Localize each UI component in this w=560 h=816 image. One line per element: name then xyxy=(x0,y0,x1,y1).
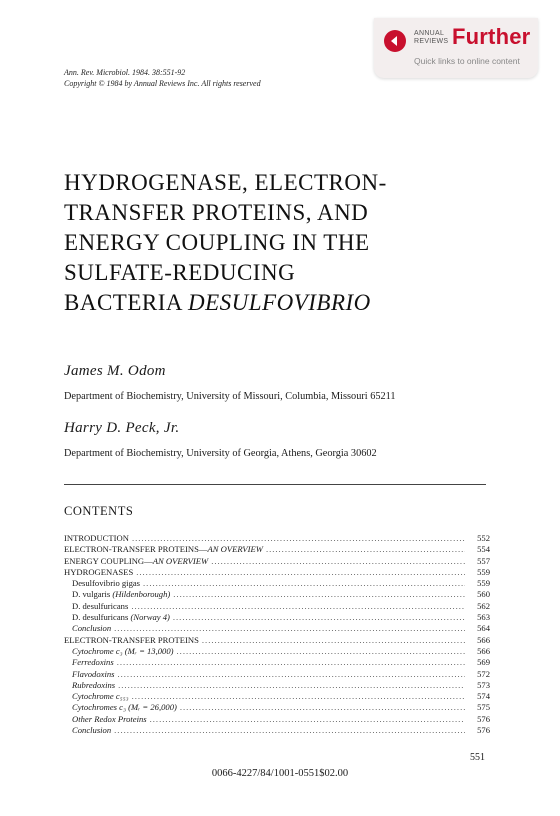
toc-entry-page: 554 xyxy=(477,544,490,555)
toc-entry[interactable] xyxy=(64,702,490,713)
toc-entry-label: Rubredoxins xyxy=(72,679,116,690)
badge-tagline: Quick links to online content xyxy=(414,56,520,66)
toc-entry-label: Conclusion xyxy=(72,623,112,634)
toc-entry-page: 572 xyxy=(477,668,490,679)
toc-entry[interactable] xyxy=(64,669,490,680)
toc-entry[interactable] xyxy=(64,533,490,544)
toc-entry-label: D. desulfuricans (Norway 4) xyxy=(72,612,170,623)
toc-entry-page: 559 xyxy=(477,578,490,589)
divider xyxy=(64,484,486,485)
toc-entry[interactable] xyxy=(64,691,490,702)
toc-leader-dots xyxy=(211,556,465,567)
contents-heading: CONTENTS xyxy=(64,504,134,518)
toc-leader-dots xyxy=(117,657,465,668)
toc-entry[interactable] xyxy=(64,680,490,691)
toc-entry-label: ELECTRON-TRANSFER PROTEINS xyxy=(64,634,199,645)
toc-entry-page: 576 xyxy=(477,725,490,736)
toc-entry-page: 576 xyxy=(477,713,490,724)
toc-entry-page: 566 xyxy=(477,634,490,645)
toc-entry-page: 564 xyxy=(477,623,490,634)
toc-entry-page: 563 xyxy=(477,612,490,623)
toc-leader-dots xyxy=(150,714,465,725)
toc-leader-dots xyxy=(132,691,465,702)
toc-entry[interactable] xyxy=(64,544,490,555)
toc-entry-label: Cytochromes c₃ (Mᵣ = 26,000) xyxy=(72,702,177,713)
toc-entry-page: 559 xyxy=(477,566,490,577)
toc-entry-label: Conclusion xyxy=(72,725,112,736)
toc-entry-page: 566 xyxy=(477,645,490,656)
toc-leader-dots xyxy=(117,669,465,680)
toc-entry[interactable] xyxy=(64,635,490,646)
toc-entry-label: Desulfovibrio gigas xyxy=(72,578,141,589)
toc-leader-dots xyxy=(173,612,465,623)
author-name: James M. Odom xyxy=(64,363,166,379)
further-brand: Further xyxy=(452,24,531,49)
page-number: 551 xyxy=(470,752,485,763)
toc-leader-dots xyxy=(114,725,465,736)
toc-leader-dots xyxy=(180,702,465,713)
toc-entry[interactable] xyxy=(64,623,490,634)
toc-entry-label: HYDROGENASES xyxy=(64,566,134,577)
toc-entry[interactable] xyxy=(64,725,490,736)
toc-entry[interactable] xyxy=(64,646,490,657)
toc-entry[interactable] xyxy=(64,578,490,589)
toc-leader-dots xyxy=(266,544,465,555)
toc-entry-label: Other Redox Proteins xyxy=(72,713,147,724)
toc-leader-dots xyxy=(136,567,465,578)
toc-leader-dots xyxy=(118,680,465,691)
toc-leader-dots xyxy=(173,589,465,600)
play-icon xyxy=(384,30,406,52)
toc-entry-label: Flavodoxins xyxy=(72,668,115,679)
toc-entry[interactable] xyxy=(64,657,490,668)
toc-entry-page: 562 xyxy=(477,600,490,611)
author-name: Harry D. Peck, Jr. xyxy=(64,420,180,436)
toc-leader-dots xyxy=(131,601,465,612)
toc-entry-label: D. vulgaris (Hildenborough) xyxy=(72,589,171,600)
toc-entry-label: Ferredoxins xyxy=(72,657,114,668)
issn-code: 0066-4227/84/1001-0551$02.00 xyxy=(211,768,349,779)
toc-entry[interactable] xyxy=(64,601,490,612)
toc-leader-dots xyxy=(143,578,465,589)
article-title: HYDROGENASE, ELECTRON- TRANSFER PROTEINS, AND ENERGY COUPLING IN THE SULFATE-REDUCING BACTERIA DESULFOVIBRIO xyxy=(64,170,387,315)
toc-entry-page: 552 xyxy=(477,533,490,543)
toc-leader-dots xyxy=(132,533,465,544)
toc-leader-dots xyxy=(114,623,465,634)
toc-entry[interactable] xyxy=(64,714,490,725)
toc-leader-dots xyxy=(202,635,465,646)
author-affiliation: Department of Biochemistry, University of Missouri, Columbia, Missouri 65211 xyxy=(64,391,396,402)
toc-entry-page: 557 xyxy=(477,555,490,566)
toc-entry-page: 574 xyxy=(477,691,490,702)
annual-reviews-logo: ANNUAL REVIEWS xyxy=(414,30,449,45)
further-badge[interactable] xyxy=(374,18,538,78)
citation: Ann. Rev. Microbiol. 1984. 38:551-92 Copyright © 1984 by Annual Reviews Inc. All rights reserved xyxy=(64,68,261,88)
toc-entry-label: D. desulfuricans xyxy=(72,600,129,611)
toc-entry[interactable] xyxy=(64,567,490,578)
toc-entry[interactable] xyxy=(64,589,490,600)
toc-leader-dots xyxy=(177,646,465,657)
toc-entry[interactable] xyxy=(64,612,490,623)
toc-entry-page: 575 xyxy=(477,702,490,713)
toc-entry-label: Cytochrome c₃ (Mᵣ = 13,000) xyxy=(72,645,174,656)
toc-entry[interactable] xyxy=(64,556,490,567)
table-of-contents xyxy=(64,533,490,736)
toc-entry-page: 573 xyxy=(477,679,490,690)
toc-entry-label: Cytochrome c₅₅₃ xyxy=(72,691,129,702)
toc-entry-label: ELECTRON-TRANSFER PROTEINS—AN OVERVIEW xyxy=(64,544,263,555)
author-affiliation: Department of Biochemistry, University of Georgia, Athens, Georgia 30602 xyxy=(64,448,377,459)
toc-entry-page: 560 xyxy=(477,589,490,600)
toc-entry-page: 569 xyxy=(477,657,490,668)
toc-entry-label: ENERGY COUPLING—AN OVERVIEW xyxy=(64,555,209,566)
toc-entry-label: INTRODUCTION xyxy=(64,533,129,543)
